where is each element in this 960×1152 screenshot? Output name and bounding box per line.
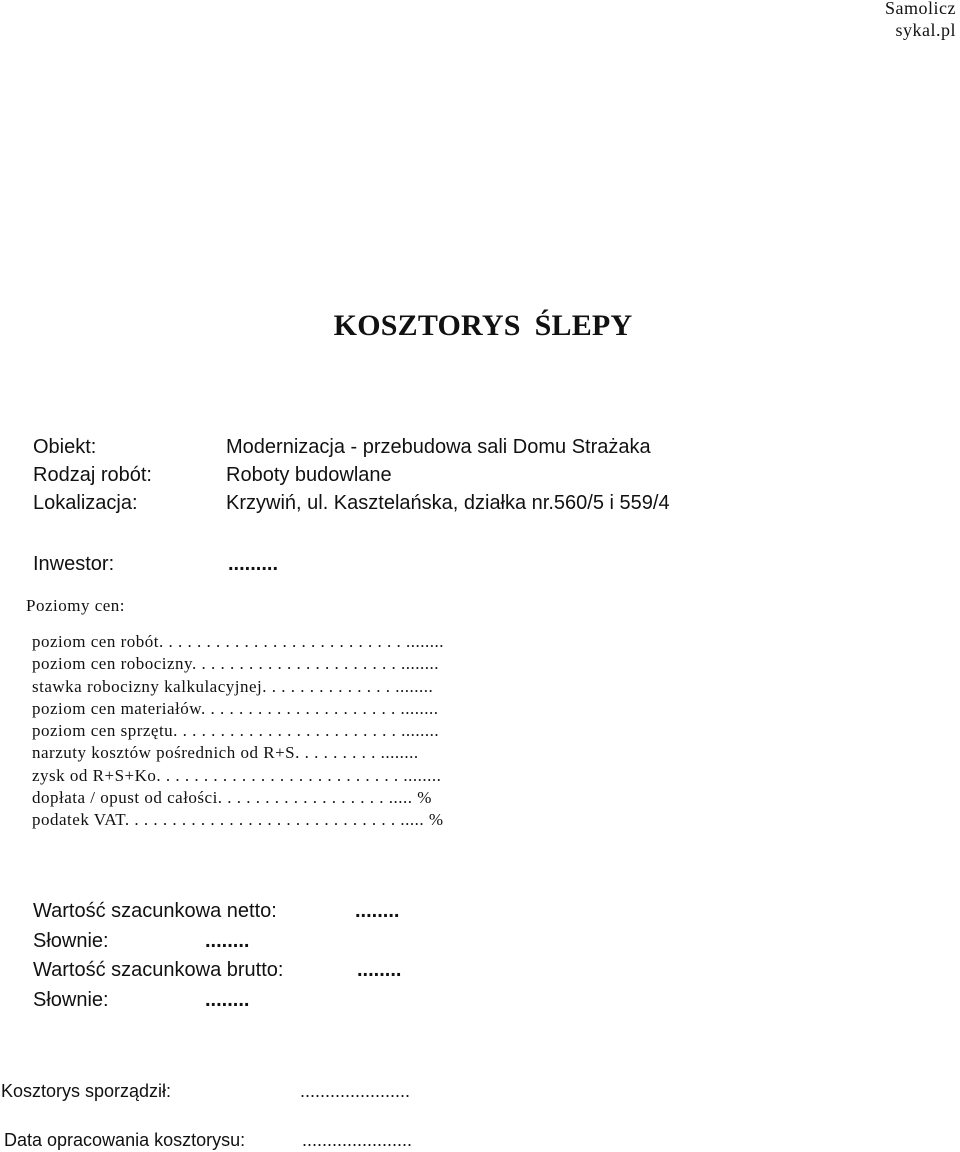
object-label: Obiekt: [33,436,97,458]
price-level-row: narzuty kosztów pośrednich od R+S. . . . . . . . . ........ [32,743,419,763]
date-row [4,1128,504,1152]
price-level-row: stawka robocizny kalkulacyjnej. . . . . . . . . . . . . . ........ [32,676,434,696]
price-level-row: dopłata / opust od całości. . . . . . . . . . . . . . . . . . ..... % [32,788,432,808]
gross-value-label: Wartość szacunkowa brutto: [33,959,284,981]
title-word-1: KOSZTORYS [333,309,521,342]
date-value: ...................... [302,1130,413,1150]
header-brand [885,0,956,41]
brand-line-2: sykal.pl [895,20,956,40]
net-words-value: ........ [205,929,250,952]
net-value-label: Wartość szacunkowa netto: [33,900,277,922]
prepared-by-row [1,1079,501,1103]
price-level-row: poziom cen robót. . . . . . . . . . . . . . . . . . . . . . . . . . ........ [32,632,444,651]
work-type-value: Roboty budowlane [226,464,392,486]
price-level-row: poziom cen robocizny. . . . . . . . . . . . . . . . . . . . . . ........ [32,654,439,674]
price-levels-title: Poziomy cen: [26,596,126,615]
gross-words-label: Słownie: [33,988,109,1011]
investor-label: Inwestor: [33,553,115,575]
net-value: ........ [355,900,400,922]
date-label: Data opracowania kosztorysu: [4,1130,246,1150]
work-type-label: Rodzaj robót: [33,464,152,486]
title-word-2: ŚLEPY [534,309,633,342]
document-title [0,306,960,346]
net-words-label: Słownie: [33,929,109,952]
price-level-row: poziom cen materiałów. . . . . . . . . . . . . . . . . . . . . ........ [32,698,439,718]
prepared-by-value: ...................... [300,1081,411,1101]
price-level-row: poziom cen sprzętu. . . . . . . . . . . . . . . . . . . . . . . . ........ [32,721,440,741]
brand-line-1: Samolicz [885,0,956,18]
prepared-by-label: Kosztorys sporządził: [1,1081,172,1101]
price-level-row: zysk od R+S+Ko. . . . . . . . . . . . . . . . . . . . . . . . . . ........ [32,765,442,785]
gross-words-value: ........ [205,988,250,1011]
object-value: Modernizacja - przebudowa sali Domu Strażaka [226,436,651,458]
price-level-row: podatek VAT. . . . . . . . . . . . . . . . . . . . . . . . . . . . . ..... % [32,810,444,830]
price-levels-list [32,631,444,832]
location-label: Lokalizacja: [33,492,138,514]
location-value: Krzywiń, ul. Kasztelańska, działka nr.560/5 i 559/4 [226,492,670,514]
gross-value: ........ [357,959,402,981]
investor-value: ......... [228,553,279,575]
